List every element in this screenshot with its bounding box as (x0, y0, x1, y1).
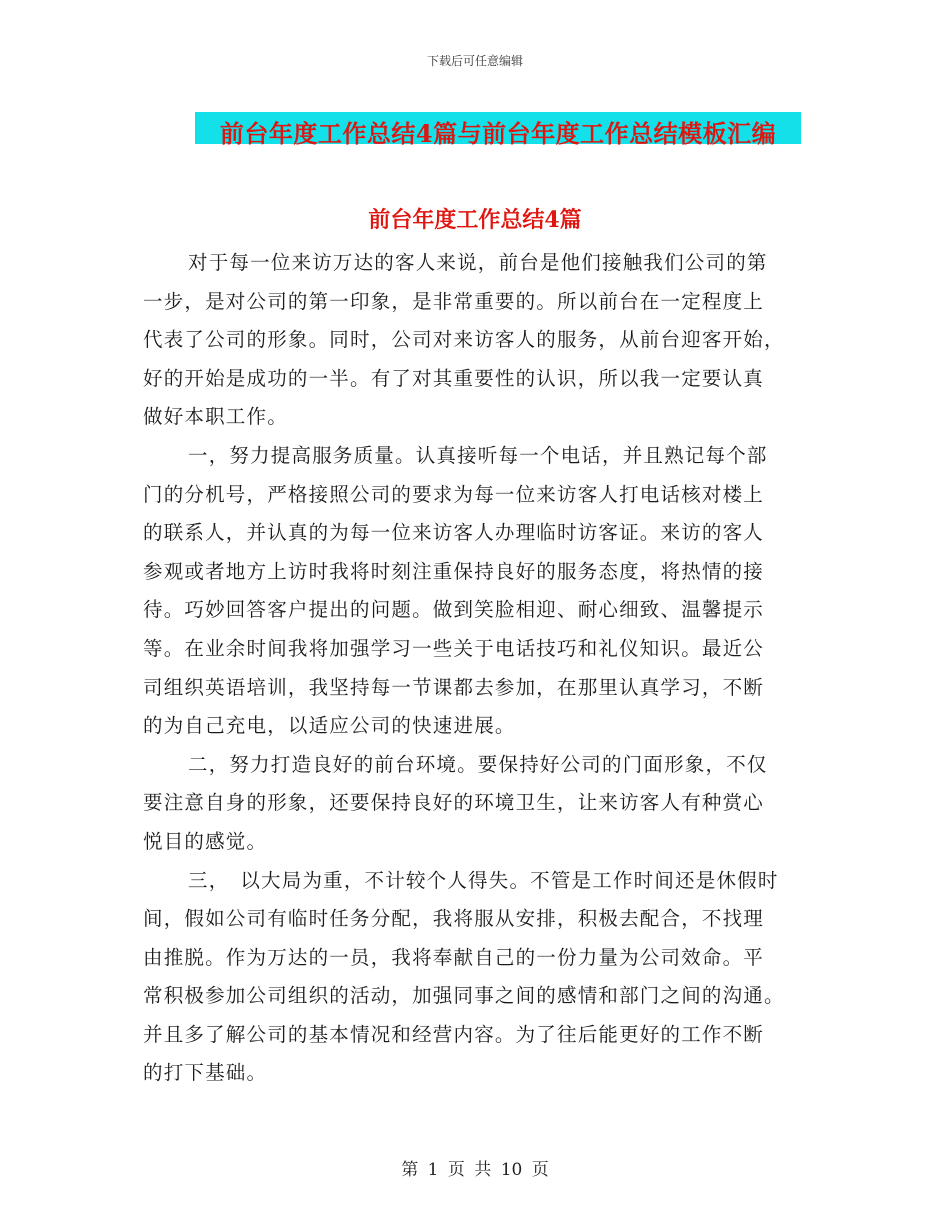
body-line: 的联系人，并认真的为每一位来访客人办理临时访客证。来访的客人 (143, 521, 765, 545)
body-line: 常积极参加公司组织的活动，加强同事之间的感情和部门之间的沟通。 (143, 984, 785, 1008)
body-line: 一，努力提高服务质量。认真接听每一个电话，并且熟记每个部 (188, 443, 768, 467)
body-line: 门的分机号，严格接照公司的要求为每一位来访客人打电话核对楼上 (143, 482, 765, 506)
page-footer: 第 1 页 共 10 页 (401, 1160, 549, 1180)
body-line: 间，假如公司有临时任务分配，我将服从安排，积极去配合，不找理 (143, 907, 765, 931)
body-line: 司组织英语培训，我坚持每一节课都去参加，在那里认真学习，不断 (143, 675, 765, 699)
section-title: 前台年度工作总结4篇 (368, 207, 582, 233)
body-line: 对于每一位来访万达的客人来说，前台是他们接触我们公司的第 (188, 251, 768, 274)
body-line: 由推脱。作为万达的一员，我将奉献自己的一份力量为公司效命。平 (143, 945, 765, 969)
body-line: 的打下基础。 (143, 1061, 268, 1085)
body-line: 等。在业余时间我将加强学习一些关于电话技巧和礼仪知识。最近公 (143, 636, 765, 660)
body-line: 好的开始是成功的一半。有了对其重要性的认识，所以我一定要认真 (143, 366, 765, 390)
document-body (143, 244, 803, 1093)
body-line: 一步，是对公司的第一印象，是非常重要的。所以前台在一定程度上 (143, 289, 765, 313)
body-line: 参观或者地方上访时我将时刻注重保持良好的服务态度，将热情的接 (143, 559, 765, 583)
body-line: 做好本职工作。 (143, 405, 288, 429)
document-title: 前台年度工作总结4篇与前台年度工作总结模板汇编 (219, 119, 777, 148)
body-line: 待。巧妙回答客户提出的问题。做到笑脸相迎、耐心细致、温馨提示 (143, 598, 765, 622)
body-line: 并且多了解公司的基本情况和经营内容。为了往后能更好的工作不断 (143, 1022, 765, 1046)
body-line: 三， 以大局为重，不计较个人得失。不管是工作时间还是休假时 (188, 868, 779, 892)
header-note: 下载后可任意编辑 (426, 54, 523, 68)
body-line: 悦目的感觉。 (143, 829, 268, 853)
body-line: 代表了公司的形象。同时，公司对来访客人的服务，从前台迎客开始， (143, 328, 785, 352)
body-line: 二，努力打造良好的前台环境。要保持好公司的门面形象，不仅 (188, 752, 768, 776)
body-line: 的为自己充电，以适应公司的快速进展。 (143, 714, 516, 738)
body-line: 要注意自身的形象，还要保持良好的环境卫生，让来访客人有种赏心 (143, 791, 765, 815)
